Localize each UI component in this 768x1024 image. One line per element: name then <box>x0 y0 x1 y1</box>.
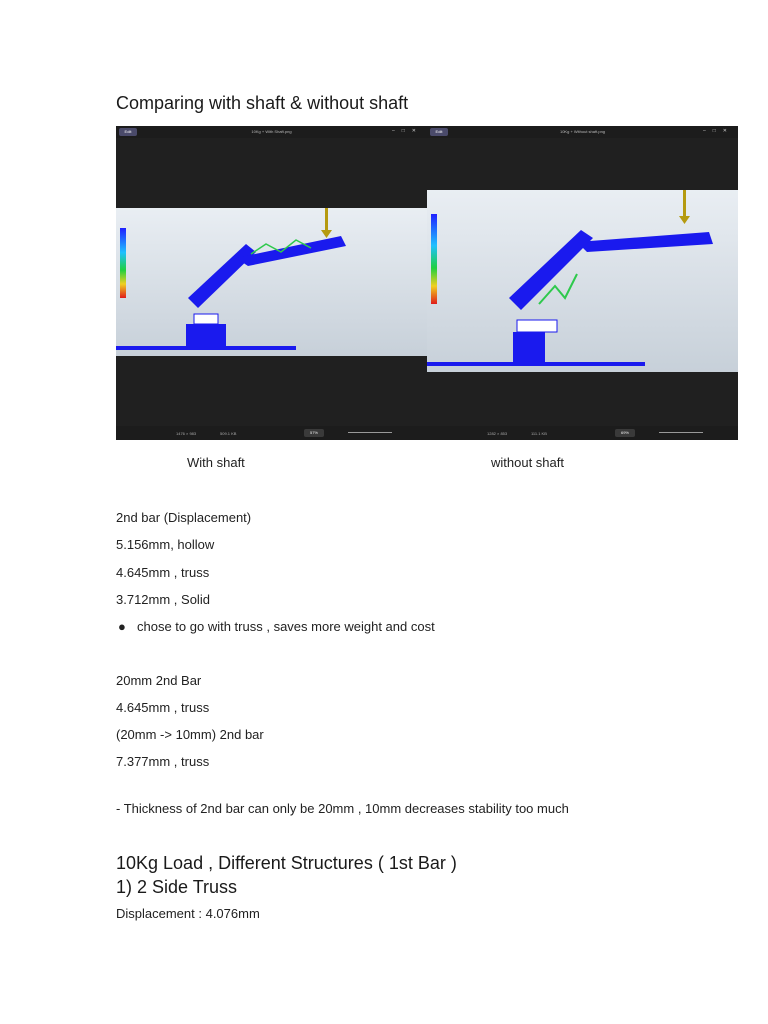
sub-heading: 1) 2 Side Truss <box>116 877 238 897</box>
image-viewer-without-shaft[interactable] <box>427 126 738 440</box>
viewer-title-bar <box>116 126 427 138</box>
simulation-render <box>427 190 738 372</box>
image-dimensions: 1282 × 853 <box>487 431 508 436</box>
caption-without-shaft: without shaft <box>491 455 564 470</box>
zoom-level[interactable]: 69% <box>615 429 635 437</box>
second-bar <box>577 232 713 252</box>
section-heading: 10Kg Load , Different Structures ( 1st Bar ) <box>116 853 457 873</box>
window-controls[interactable]: –□✕ <box>392 128 423 134</box>
load-arrow <box>683 190 686 218</box>
section-title-displacement: 2nd bar (Displacement) <box>116 510 252 525</box>
result-line: 3.712mm , Solid <box>116 592 210 607</box>
image-dimensions: 1476 × 983 <box>176 431 197 436</box>
robot-base <box>513 332 545 364</box>
displacement-line: Displacement : 4.076mm <box>116 906 260 921</box>
zoom-slider[interactable] <box>348 432 392 433</box>
caption-with-shaft: With shaft <box>187 455 245 470</box>
stress-plot-without-shaft <box>427 190 738 372</box>
image-viewer-with-shaft[interactable] <box>116 126 427 440</box>
window-controls[interactable]: –□✕ <box>703 128 734 134</box>
edit-button[interactable]: Edit <box>430 128 448 136</box>
load-arrow <box>325 208 328 232</box>
bullet-text: chose to go with truss , saves more weight and cost <box>137 619 435 634</box>
viewer-file-title: 10Kg + Without shaft.png <box>559 129 606 134</box>
viewer-status-bar <box>427 426 738 440</box>
load-arrow-head <box>321 230 332 238</box>
zoom-level[interactable]: 57% <box>304 429 324 437</box>
stress-legend-bar <box>431 214 437 304</box>
stress-plot-with-shaft <box>116 208 427 356</box>
viewer-file-title: 10Kg + With Shaft.png <box>251 129 292 134</box>
result-line: (20mm -> 10mm) 2nd bar <box>116 727 264 742</box>
result-line: 7.377mm , truss <box>116 754 210 769</box>
joint-block <box>517 320 557 332</box>
result-line: 4.645mm , truss <box>116 565 210 580</box>
page-heading: Comparing with shaft & without shaft <box>116 93 409 113</box>
simulation-render <box>116 208 427 356</box>
bullet-dot: ● <box>118 619 126 634</box>
load-arrow-head <box>679 216 690 224</box>
joint-block <box>194 314 218 324</box>
result-line: 20mm 2nd Bar <box>116 673 202 688</box>
robot-base <box>186 324 226 348</box>
result-line: 5.156mm, hollow <box>116 537 215 552</box>
thickness-note: - Thickness of 2nd bar can only be 20mm , 10mm decreases stability too much <box>116 801 569 816</box>
file-size: 509.1 KB <box>220 431 237 436</box>
file-size: 111.1 KB <box>531 431 547 436</box>
stress-legend-bar <box>120 228 126 298</box>
result-line: 4.645mm , truss <box>116 700 210 715</box>
viewer-status-bar <box>116 426 427 440</box>
first-bar <box>188 244 256 308</box>
edit-button[interactable]: Edit <box>119 128 137 136</box>
viewer-title-bar <box>427 126 738 138</box>
zoom-slider[interactable] <box>659 432 703 433</box>
